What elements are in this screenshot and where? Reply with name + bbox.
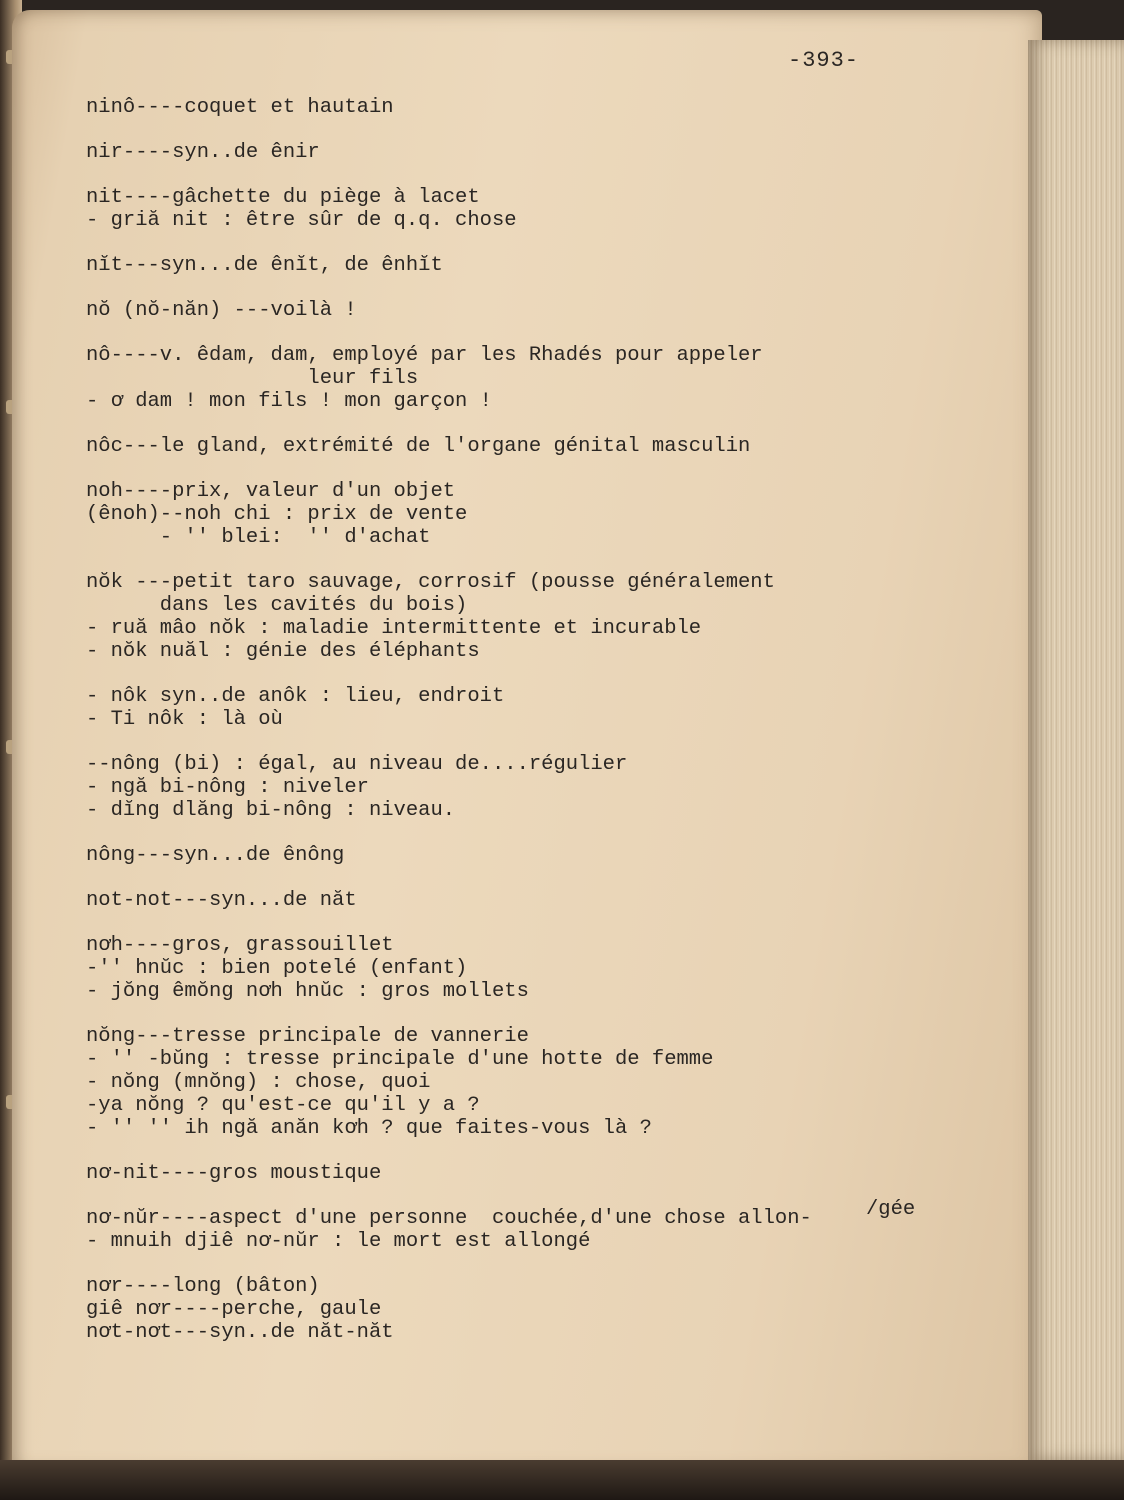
entry-line: nŏng---tresse principale de vannerie — [86, 1025, 529, 1048]
dictionary-entry — [86, 934, 966, 1003]
entry-line: - nŏk nuăl : génie des éléphants — [86, 640, 480, 663]
entry-line: noh----prix, valeur d'un objet — [86, 480, 456, 503]
dictionary-entry — [86, 1025, 966, 1140]
entry-line: - nŏng (mnŏng) : chose, quoi — [86, 1071, 431, 1094]
dictionary-entry — [86, 96, 966, 119]
entry-line: nŏ (nŏ-năn) ---voilà ! — [86, 299, 357, 322]
entry-line: nit----gâchette du piège à lacet — [86, 186, 480, 209]
dictionary-entry — [86, 844, 966, 867]
bottom-shadow — [0, 1460, 1124, 1500]
dictionary-entry — [86, 571, 966, 663]
entry-line: nơ-nit----gros moustique — [86, 1162, 382, 1185]
dictionary-entry — [86, 480, 966, 549]
entry-line: - ơ dam ! mon fils ! mon garçon ! — [86, 390, 492, 413]
entry-line: nŏk ---petit taro sauvage, corrosif (pousse généralement — [86, 571, 775, 594]
page-stack-edges — [1028, 40, 1124, 1460]
margin-note: /gée — [866, 1198, 916, 1221]
entry-line: - '' -bŭng : tresse principale d'une hotte de femme — [86, 1048, 714, 1071]
entry-line: nir----syn..de ênir — [86, 141, 320, 164]
dictionary-entry — [86, 254, 966, 277]
entry-line: -'' hnŭc : bien potelé (enfant) — [86, 957, 468, 980]
entry-line: nô----v. êdam, dam, employé par les Rhadés pour appeler — [86, 344, 763, 367]
entry-line: nôc---le gland, extrémité de l'organe génital masculin — [86, 435, 751, 458]
dictionary-entry — [86, 685, 966, 731]
dictionary-entry — [86, 344, 966, 413]
entry-line: nông---syn...de ênông — [86, 844, 345, 867]
dictionary-entries — [86, 96, 966, 1366]
entry-line: - dĭng dlăng bi-nông : niveau. — [86, 799, 456, 822]
dictionary-entry — [86, 141, 966, 164]
dictionary-entry — [86, 435, 966, 458]
entry-line: nơh----gros, grassouillet — [86, 934, 394, 957]
entry-line: not-not---syn...de năt — [86, 889, 357, 912]
entry-line: -ya nŏng ? qu'est-ce qu'il y a ? — [86, 1094, 480, 1117]
entry-line: - ngă bi-nông : niveler — [86, 776, 369, 799]
entry-line: - jŏng êmŏng nơh hnŭc : gros mollets — [86, 980, 529, 1003]
entry-line: ninô----coquet et hautain — [86, 96, 394, 119]
entry-line: - mnuih djiê nơ-nŭr : le mort est allongé — [86, 1230, 591, 1253]
entry-line: - nôk syn..de anôk : lieu, endroit — [86, 685, 505, 708]
dictionary-entry — [86, 753, 966, 822]
entry-line: leur fils — [86, 367, 419, 390]
entry-line: --nông (bi) : égal, au niveau de....régulier — [86, 753, 628, 776]
entry-line: (ênoh)--noh chi : prix de vente — [86, 503, 468, 526]
entry-line: nơ-nŭr----aspect d'une personne couchée,d'une chose allon- — [86, 1207, 812, 1230]
entry-line: nơr----long (bâton) — [86, 1275, 320, 1298]
entry-line: - Ti nôk : là où — [86, 708, 283, 731]
entry-line: - '' blei: '' d'achat — [86, 526, 431, 549]
entry-line: giê nơr----perche, gaule — [86, 1298, 382, 1321]
page-number: -393- — [788, 48, 860, 73]
entry-line: - ruă mâo nŏk : maladie intermittente et incurable — [86, 617, 702, 640]
dictionary-entry — [86, 1207, 966, 1253]
dictionary-entry — [86, 1275, 966, 1344]
dictionary-entry — [86, 186, 966, 232]
entry-line: dans les cavités du bois) — [86, 594, 468, 617]
dictionary-entry — [86, 1162, 966, 1185]
entry-line: - griă nit : être sûr de q.q. chose — [86, 209, 517, 232]
entry-line: nĭt---syn...de ênĭt, de ênhĭt — [86, 254, 443, 277]
entry-line: - '' '' ih ngă anăn kơh ? que faites-vous là ? — [86, 1117, 652, 1140]
entry-line: nơt-nơt---syn..de năt-năt — [86, 1321, 394, 1344]
dictionary-entry — [86, 889, 966, 912]
dictionary-entry — [86, 299, 966, 322]
